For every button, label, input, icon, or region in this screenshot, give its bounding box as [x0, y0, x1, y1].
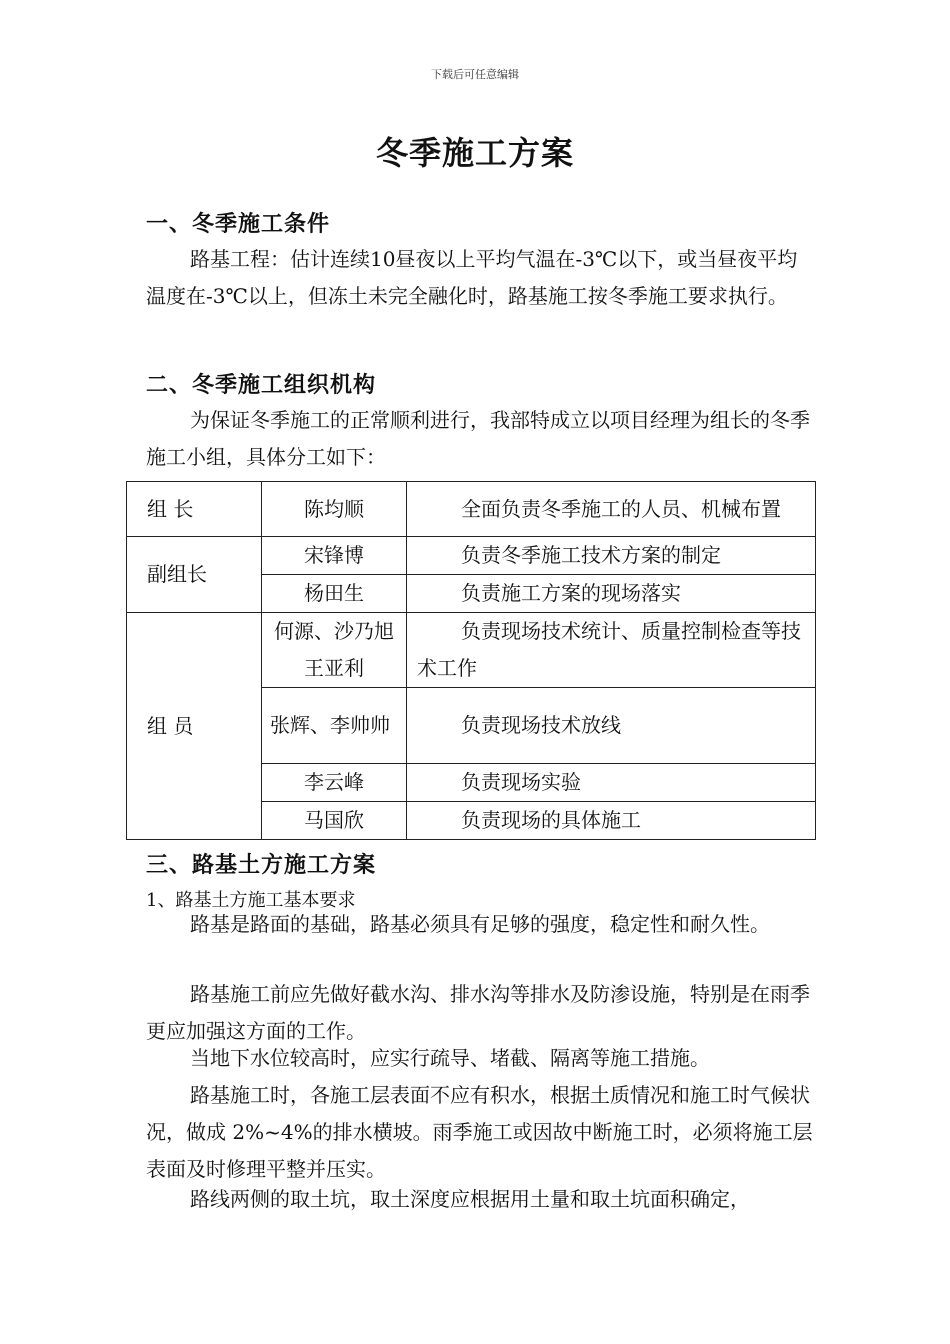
name-cell: 李云峰 [262, 764, 407, 802]
name-cell: 陈均顺 [262, 482, 407, 537]
name-cell: 何源、沙乃旭王亚利 [262, 613, 407, 688]
org-table [126, 481, 816, 840]
name-cell: 杨田生 [262, 575, 407, 613]
section3-paragraph-3: 当地下水位较高时，应实行疏导、堵截、隔离等施工措施。 [190, 1046, 710, 1070]
section1-paragraph: 路基工程：估计连续10昼夜以上平均气温在-3℃以下，或当昼夜平均温度在-3℃以上，但冻土未完全融化时，路基施工按冬季施工要求执行。 [146, 247, 798, 308]
table-row [127, 482, 816, 537]
table-row [127, 613, 816, 688]
section3-subheading: 1、路基土方施工基本要求 [146, 890, 356, 911]
name-cell: 宋锋博 [262, 537, 407, 575]
section3-paragraph-5: 路线两侧的取土坑，取土深度应根据用土量和取土坑面积确定， [190, 1187, 750, 1211]
duty-cell: 负责现场实验 [407, 764, 816, 802]
role-cell: 组 员 [127, 613, 262, 840]
section3-heading: 三、路基土方施工方案 [146, 852, 377, 878]
duty-cell: 负责现场技术放线 [407, 688, 816, 764]
section3-paragraph-4: 路基施工时，各施工层表面不应有积水，根据土质情况和施工时气候状况，做成 2%~4%的排水横坡。雨季施工或因故中断施工时，必须将施工层表面及时修理平整并压实。 [146, 1083, 813, 1181]
header-note: 下载后可任意编辑 [431, 68, 519, 81]
duty-cell: 负责施工方案的现场落实 [407, 575, 816, 613]
name-cell: 马国欣 [262, 802, 407, 840]
duty-cell: 负责现场技术统计、质量控制检查等技术工作 [407, 613, 816, 688]
duty-cell: 负责冬季施工技术方案的制定 [407, 537, 816, 575]
duty-cell: 负责现场的具体施工 [407, 802, 816, 840]
section3-paragraph-2: 路基施工前应先做好截水沟、排水沟等排水及防渗设施，特别是在雨季更应加强这方面的工作。 [146, 982, 810, 1043]
section3-paragraph-1: 路基是路面的基础，路基必须具有足够的强度，稳定性和耐久性。 [190, 912, 770, 936]
section2-paragraph: 为保证冬季施工的正常顺利进行，我部特成立以项目经理为组长的冬季施工小组，具体分工如下： [146, 408, 810, 469]
document-title: 冬季施工方案 [375, 134, 574, 172]
table-row [127, 537, 816, 575]
role-cell: 组 长 [127, 482, 262, 537]
duty-cell: 全面负责冬季施工的人员、机械布置 [407, 482, 816, 537]
role-cell: 副组长 [127, 537, 262, 613]
section1-heading: 一、冬季施工条件 [146, 211, 331, 237]
section2-heading: 二、冬季施工组织机构 [146, 372, 377, 398]
name-cell: 张辉、李帅帅 [262, 688, 407, 764]
